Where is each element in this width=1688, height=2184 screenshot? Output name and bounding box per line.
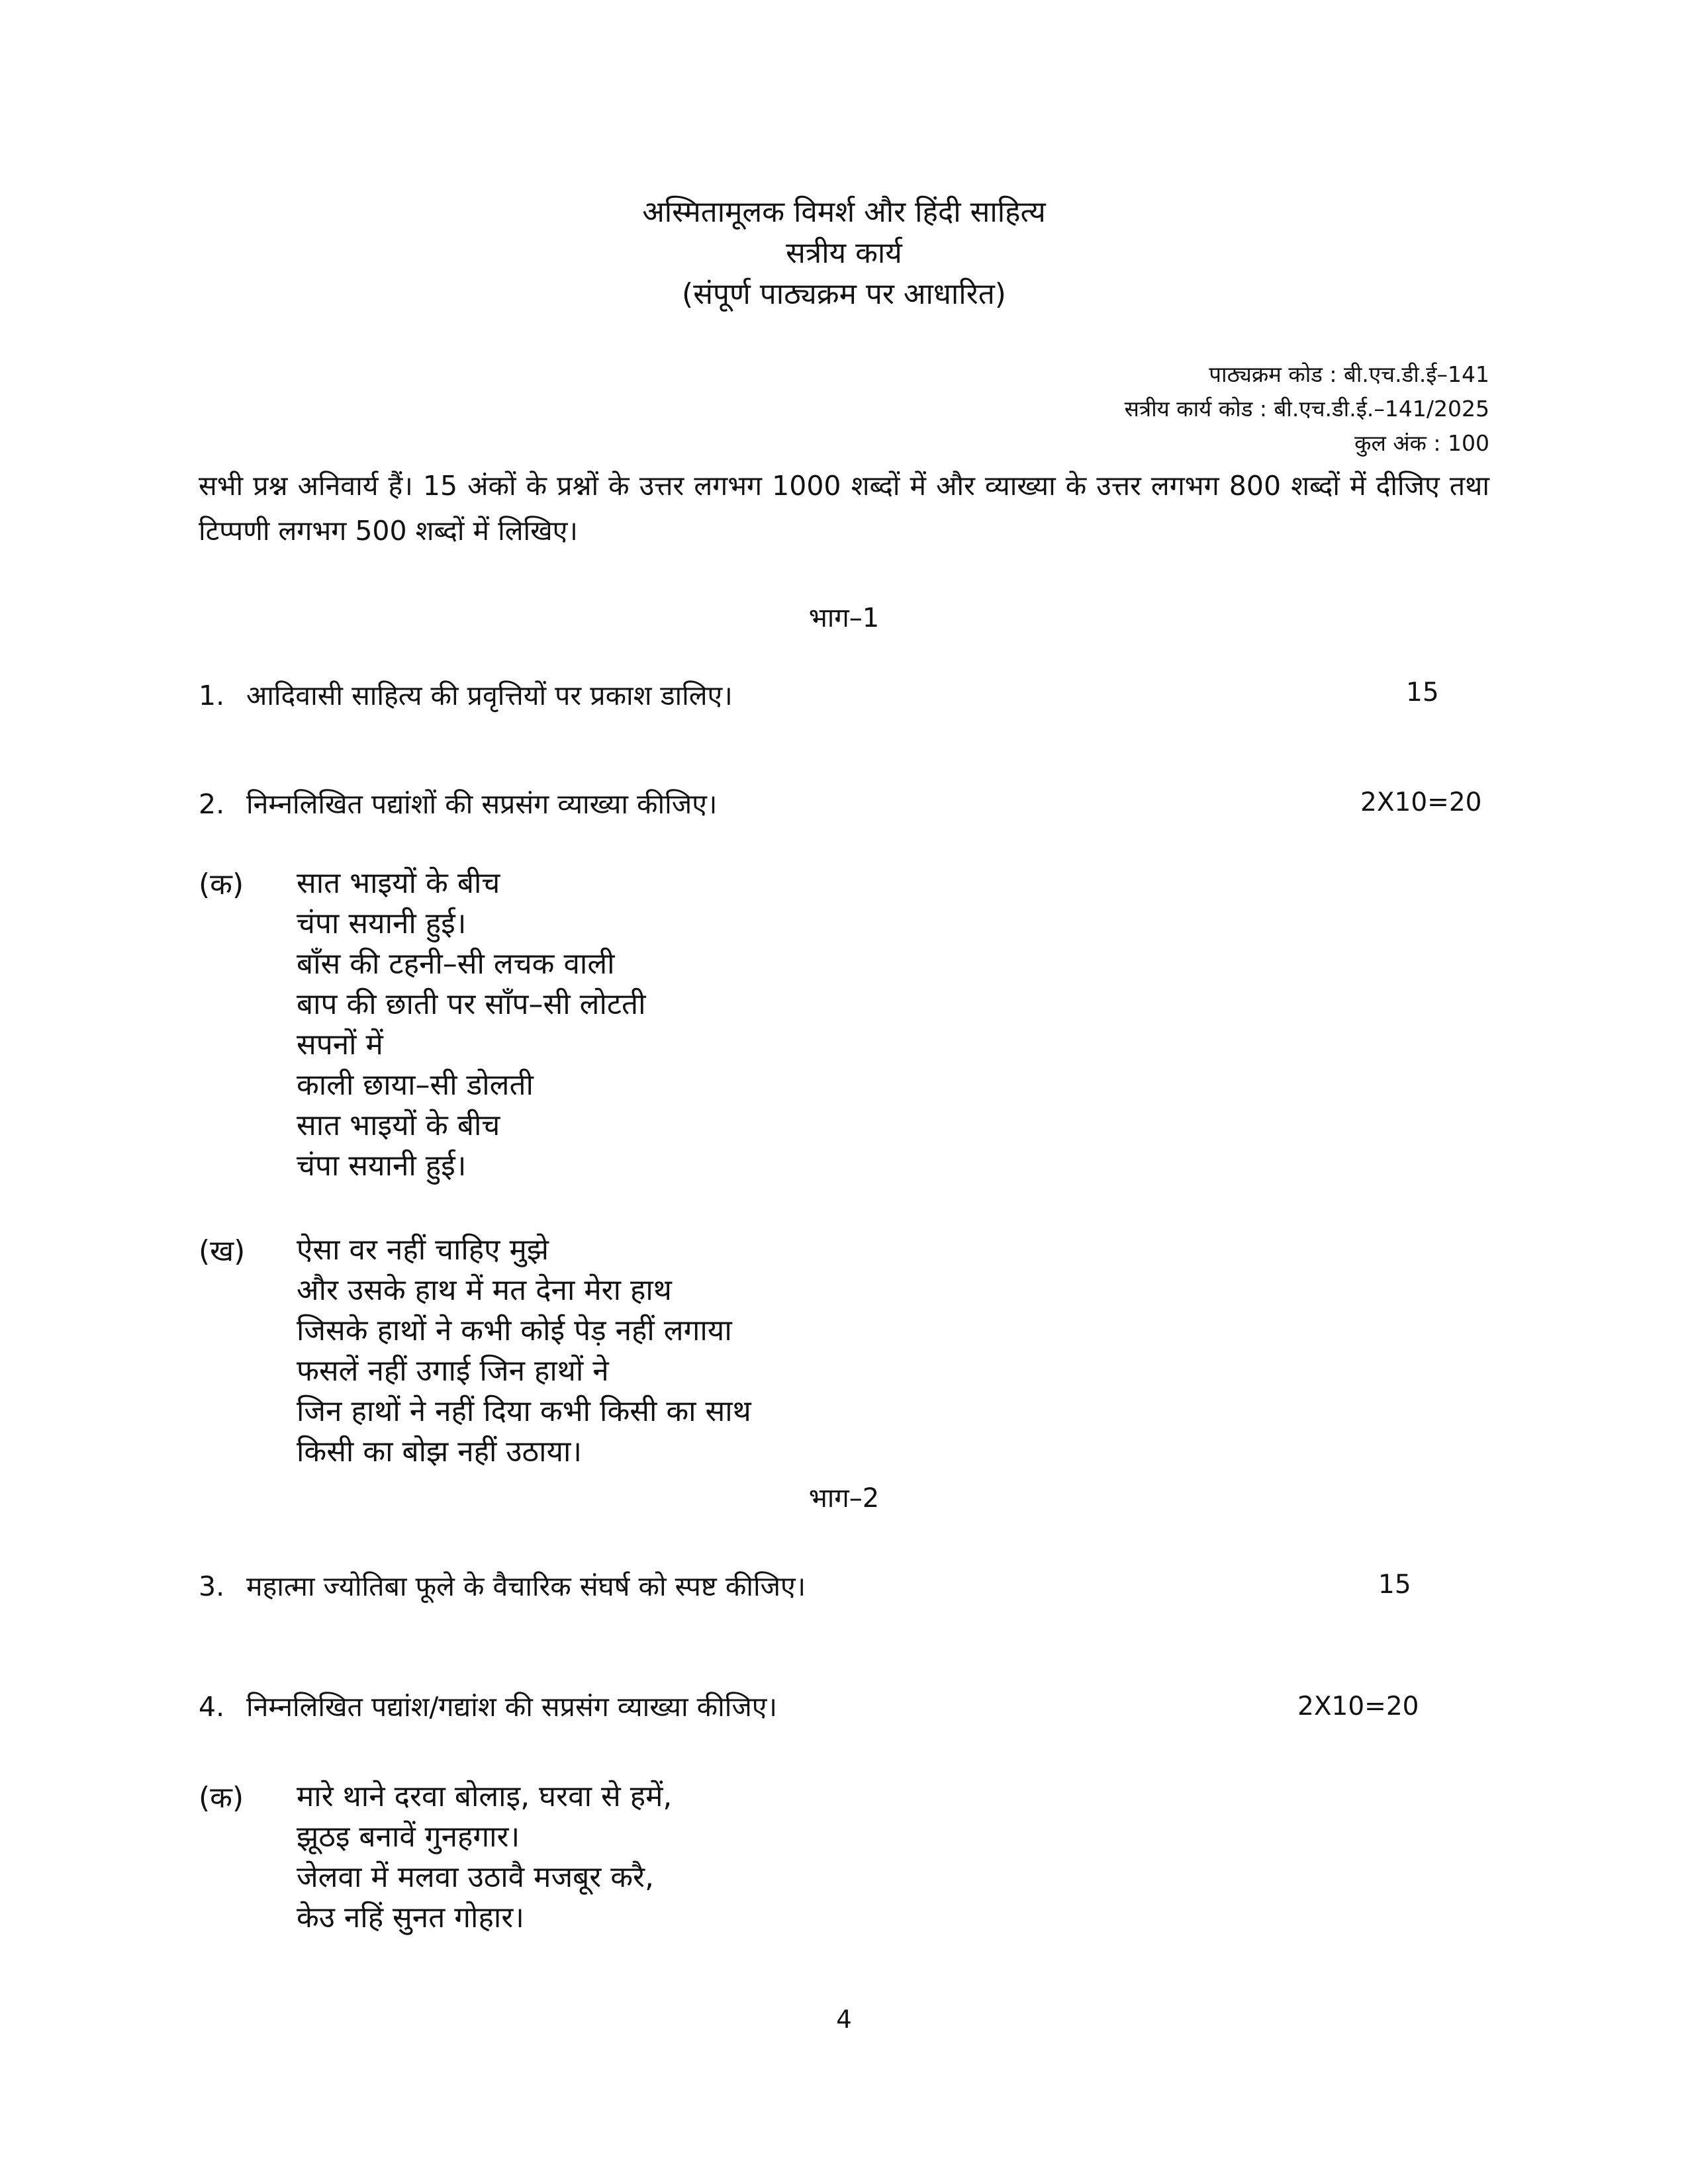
question-4 [199,1688,777,1725]
poem-lines [297,863,646,1186]
question-number: 3. [199,1570,225,1602]
section-heading-1: भाग–1 [808,603,880,633]
poem-lines [297,1230,751,1472]
question-number: 2. [199,788,225,820]
question-number: 1. [199,680,225,711]
page-number: 4 [836,2005,852,2034]
poem-line: मारे थाने दरवा बोलाइ, घरवा से हमें, [297,1780,673,1813]
question-number: 4. [199,1691,225,1723]
part-label: (ख) [199,1234,246,1268]
poem-line: जेलवा में मलवा उठावै मजबूर करै, [297,1860,654,1894]
total-marks: कुल अंक : 100 [1354,430,1489,456]
poem-line: सात भाइयों के बीच [297,1109,500,1142]
poem-line: केउ नहिं सुनत गोहार। [297,1901,524,1934]
question-2 [199,785,717,822]
question-text: निम्नलिखित पद्यांश/गद्यांश की सप्रसंग व्याख्या कीजिए। [246,1691,778,1723]
question-2-marks: 2X10=20 [1360,788,1482,817]
question-text: महात्मा ज्योतिबा फूले के वैचारिक संघर्ष को स्पष्ट कीजिए। [246,1570,806,1602]
title-block [0,192,1688,315]
question-4-marks: 2X10=20 [1297,1692,1419,1721]
poem-line: बाप की छाती पर साँप–सी लोटती [297,987,646,1021]
document-title: अस्मितामूलक विमर्श और हिंदी साहित्य [642,195,1046,229]
question-1-marks: 15 [1406,678,1439,707]
poem-line: और उसके हाथ में मत देना मेरा हाथ [297,1273,672,1307]
part-label: (क) [199,1781,244,1815]
poem-line: सात भाइयों के बीच [297,866,500,900]
course-meta [1125,357,1489,461]
instructions: सभी प्रश्न अनिवार्य हैं। 15 अंकों के प्रश्नों के उत्तर लगभग 1000 शब्दों में और व्याख्या के उत्तर लगभग 800 शब्दों में दीजिए तथा टिप्पणी लगभग 500 शब्दों में लिखिए। [199,470,1489,547]
poem-line: जिसके हाथों ने कभी कोई पेड़ नहीं लगाया [297,1314,732,1347]
assignment-code: सत्रीय कार्य कोड : बी.एच.डी.ई.–141/2025 [1124,396,1489,422]
question-text: आदिवासी साहित्य की प्रवृत्तियों पर प्रकाश डालिए। [246,680,733,711]
poem-line: बाँस की टहनी–सी लचक वाली [297,947,615,981]
poem-line: चंपा सयानी हुई। [297,907,467,940]
poem-line: झूठइ बनावें गुनहगार। [297,1820,520,1854]
poem-line: जिन हाथों ने नहीं दिया कभी किसी का साथ [297,1394,751,1428]
poem-line: ऐसा वर नहीं चाहिए मुझे [297,1233,549,1267]
poem-line: किसी का बोझ नहीं उठाया। [297,1435,583,1469]
question-text: निम्नलिखित पद्यांशों की सप्रसंग व्याख्या कीजिए। [246,788,718,820]
question-3 [199,1567,806,1604]
question-3-marks: 15 [1378,1570,1411,1600]
part-label: (क) [199,868,244,901]
poem-line: चंपा सयानी हुई। [297,1149,467,1183]
course-code: पाठ्यक्रम कोड : बी.एच.डी.ई–141 [1209,361,1489,387]
section-heading-2: भाग–2 [808,1483,880,1514]
poem-line: काली छाया–सी डोलती [297,1068,534,1102]
poem-line: फसलें नहीं उगाई जिन हाथों ने [297,1354,609,1388]
poem-line: सपनों में [297,1028,383,1062]
document-note: (संपूर्ण पाठ्यक्रम पर आधारित) [682,277,1006,311]
document-subtitle: सत्रीय कार्य [786,236,902,270]
question-1 [199,676,733,713]
poem-lines [297,1776,672,1938]
